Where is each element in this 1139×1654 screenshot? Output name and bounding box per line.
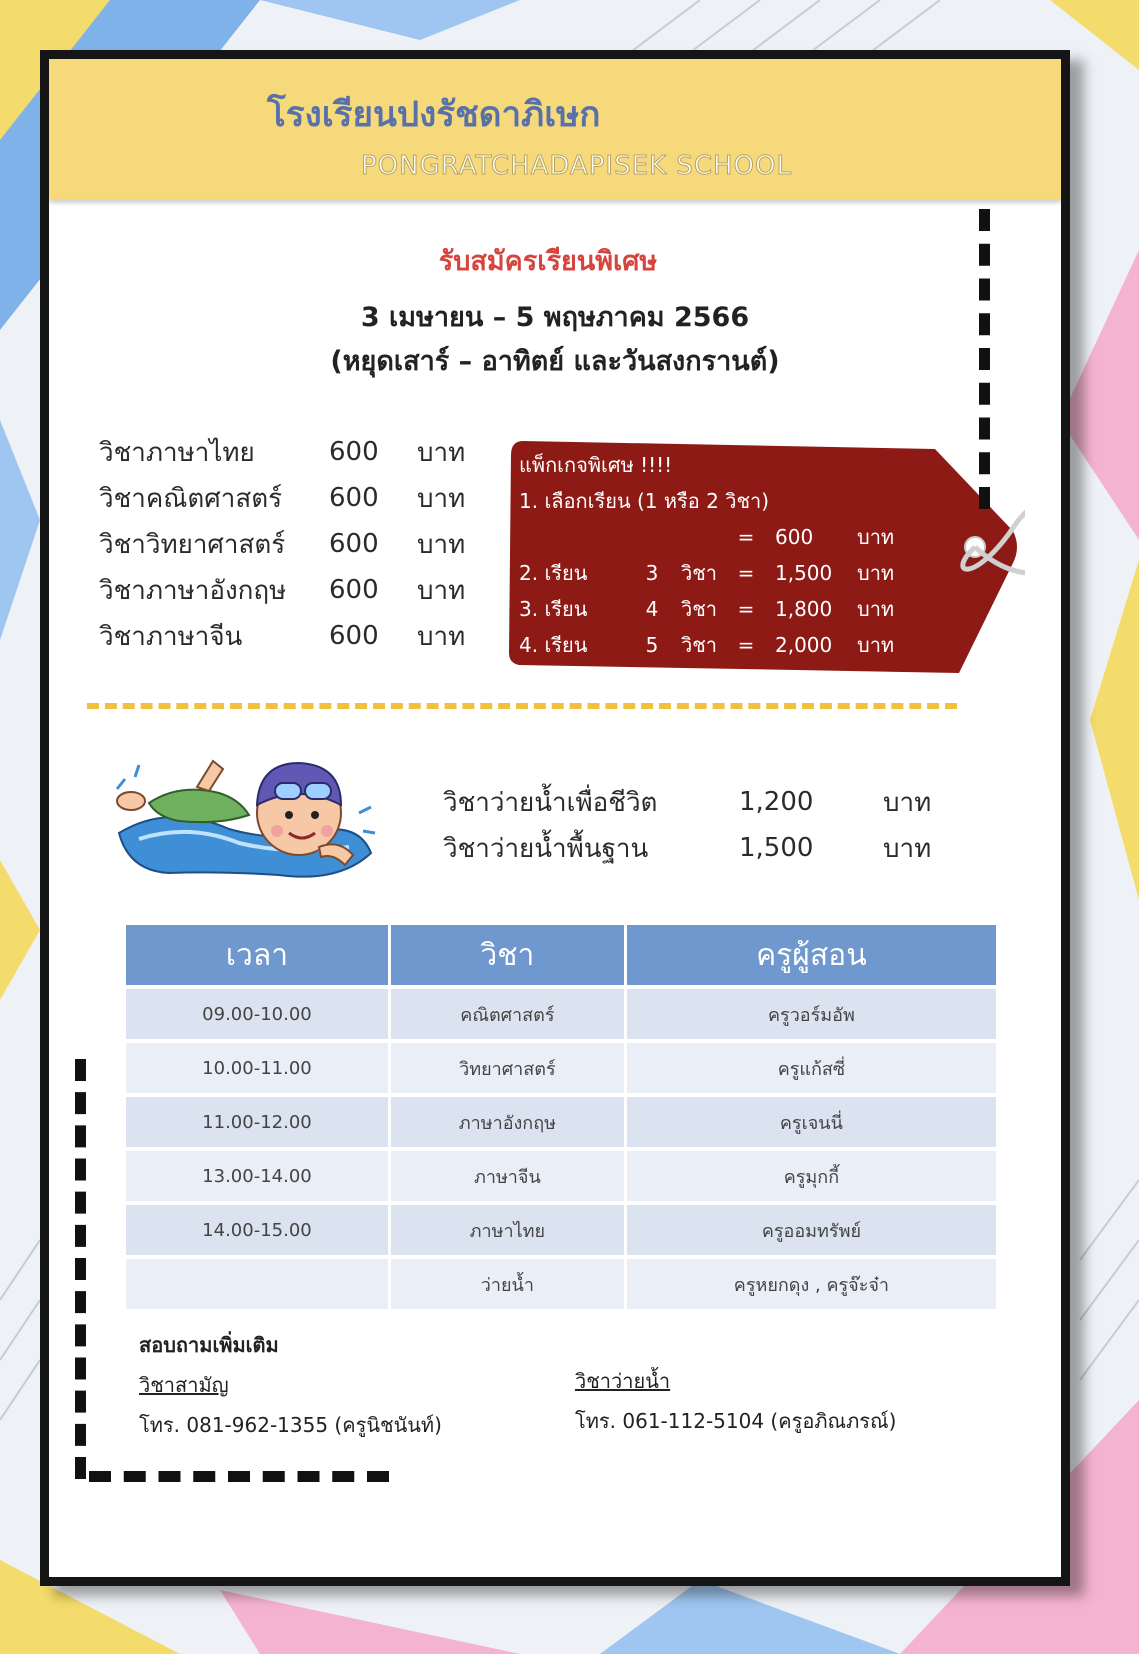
contact-swim-phone: โทร. 061-112-5104 (ครูอภิณภรณ์) <box>575 1409 897 1433</box>
schedule-table <box>123 921 999 1313</box>
cell-time <box>126 1259 388 1309</box>
cell-time: 14.00-15.00 <box>126 1205 388 1255</box>
holidays-note: (หยุดเสาร์ – อาทิตย์ และวันสงกรานต์) <box>330 346 780 377</box>
subject-row <box>99 613 487 659</box>
subject-unit: บาท <box>417 621 466 652</box>
cell-time: 10.00-11.00 <box>126 1043 388 1093</box>
package-word: วิชา <box>681 561 718 585</box>
subject-row <box>99 429 487 475</box>
cell-teacher: ครูออมทรัพย์ <box>627 1205 996 1255</box>
package-price: 1,800 <box>775 597 833 621</box>
package-line1: 1. เลือกเรียน (1 หรือ 2 วิชา) <box>519 489 770 513</box>
cell-teacher: ครูแก้สซี่ <box>627 1043 996 1093</box>
package-label: 3. เรียน <box>519 597 588 621</box>
swimmer-illustration <box>109 743 379 893</box>
table-row <box>126 1205 996 1255</box>
package-tag <box>519 447 927 663</box>
contact-general-phone: โทร. 081-962-1355 (ครูนิชนันท์) <box>139 1413 442 1437</box>
package-word: วิชา <box>681 633 718 657</box>
cell-time: 11.00-12.00 <box>126 1097 388 1147</box>
cell-subject: วิทยาศาสตร์ <box>391 1043 624 1093</box>
header-band <box>49 59 1061 199</box>
subject-name: วิชาคณิตศาสตร์ <box>99 483 283 514</box>
package-equals: = <box>737 525 755 549</box>
package-equals: = <box>737 633 755 657</box>
subject-unit: บาท <box>417 529 466 560</box>
package-count: 3 <box>645 561 659 585</box>
package-title: แพ็กเกจพิเศษ !!!! <box>519 453 673 477</box>
subject-unit: บาท <box>417 483 466 514</box>
subject-price: 600 <box>329 621 379 651</box>
swim-name: วิชาว่ายน้ำเพื่อชีวิต <box>443 787 658 818</box>
package-unit: บาท <box>857 561 895 585</box>
package-count: 5 <box>645 633 659 657</box>
subject-unit: บาท <box>417 437 466 468</box>
header-time: เวลา <box>126 925 388 985</box>
school-name-thai: โรงเรียนปงรัชดาภิเษก <box>267 95 601 135</box>
package-equals: = <box>737 561 755 585</box>
cell-subject: ว่ายน้ำ <box>391 1259 624 1309</box>
cell-time: 13.00-14.00 <box>126 1151 388 1201</box>
package-unit: บาท <box>857 525 895 549</box>
subject-unit: บาท <box>417 575 466 606</box>
header-subject: วิชา <box>391 925 624 985</box>
section-divider <box>87 703 957 709</box>
package-unit: บาท <box>857 633 895 657</box>
swim-name: วิชาว่ายน้ำพื้นฐาน <box>443 833 649 864</box>
package-label: 2. เรียน <box>519 561 588 585</box>
package-word: วิชา <box>681 597 718 621</box>
cell-subject: ภาษาไทย <box>391 1205 624 1255</box>
swim-price: 1,200 <box>739 787 814 817</box>
subject-price-list <box>99 429 487 659</box>
swim-unit: บาท <box>883 787 932 818</box>
swim-price: 1,500 <box>739 833 814 863</box>
contact-swim-label: วิชาว่ายน้ำ <box>575 1369 671 1393</box>
dashed-border-bottom <box>89 1471 389 1482</box>
package-label: 4. เรียน <box>519 633 588 657</box>
subject-name: วิชาวิทยาศาสตร์ <box>99 529 286 560</box>
subject-row <box>99 475 487 521</box>
package-row <box>519 591 927 627</box>
subject-name: วิชาภาษาอังกฤษ <box>99 575 287 606</box>
swim-unit: บาท <box>883 833 932 864</box>
date-range: 3 เมษายน – 5 พฤษภาคม 2566 <box>360 302 750 333</box>
cell-teacher: ครูหยกดุง , ครูจ๊ะจ๋า <box>627 1259 996 1309</box>
table-row <box>126 1097 996 1147</box>
contact-title: สอบถามเพิ่มเติม <box>139 1333 279 1357</box>
subject-price: 600 <box>329 483 379 513</box>
table-row <box>126 1259 996 1309</box>
swim-row <box>443 825 931 871</box>
package-row <box>519 483 927 519</box>
schedule-header-row <box>126 925 996 985</box>
subject-name: วิชาภาษาไทย <box>99 437 255 468</box>
contact-general-label: วิชาสามัญ <box>139 1373 229 1397</box>
package-unit: บาท <box>857 597 895 621</box>
package-row <box>519 555 927 591</box>
subject-price: 600 <box>329 575 379 605</box>
contact-swim <box>575 1365 896 1437</box>
dashed-border-left <box>75 1059 86 1479</box>
subject-price: 600 <box>329 437 379 467</box>
subject-row <box>99 521 487 567</box>
package-price: 2,000 <box>775 633 833 657</box>
cell-subject: ภาษาอังกฤษ <box>391 1097 624 1147</box>
subject-name: วิชาภาษาจีน <box>99 621 243 652</box>
flyer-page <box>40 50 1070 1586</box>
cell-time: 09.00-10.00 <box>126 989 388 1039</box>
table-row <box>126 1043 996 1093</box>
package-price: 600 <box>775 525 814 549</box>
cell-teacher: ครูเจนนี่ <box>627 1097 996 1147</box>
dashed-border-right <box>979 209 990 509</box>
announcement-title: รับสมัครเรียนพิเศษ <box>438 246 658 277</box>
header-teacher: ครูผู้สอน <box>627 925 996 985</box>
package-count: 4 <box>645 597 659 621</box>
subject-price: 600 <box>329 529 379 559</box>
subject-row <box>99 567 487 613</box>
spacer <box>519 519 731 555</box>
contact-general <box>139 1329 442 1441</box>
package-row <box>519 627 927 663</box>
cell-teacher: ครูมุกกี้ <box>627 1151 996 1201</box>
swim-row <box>443 779 931 825</box>
cell-teacher: ครูวอร์มอัพ <box>627 989 996 1039</box>
table-row <box>126 1151 996 1201</box>
table-row <box>126 989 996 1039</box>
school-name-english: PONGRATCHADAPISEK SCHOOL <box>361 151 792 181</box>
cell-subject: คณิตศาสตร์ <box>391 989 624 1039</box>
cell-subject: ภาษาจีน <box>391 1151 624 1201</box>
swimming-price-list <box>443 779 931 871</box>
package-row <box>519 519 927 555</box>
package-equals: = <box>737 597 755 621</box>
package-price: 1,500 <box>775 561 833 585</box>
